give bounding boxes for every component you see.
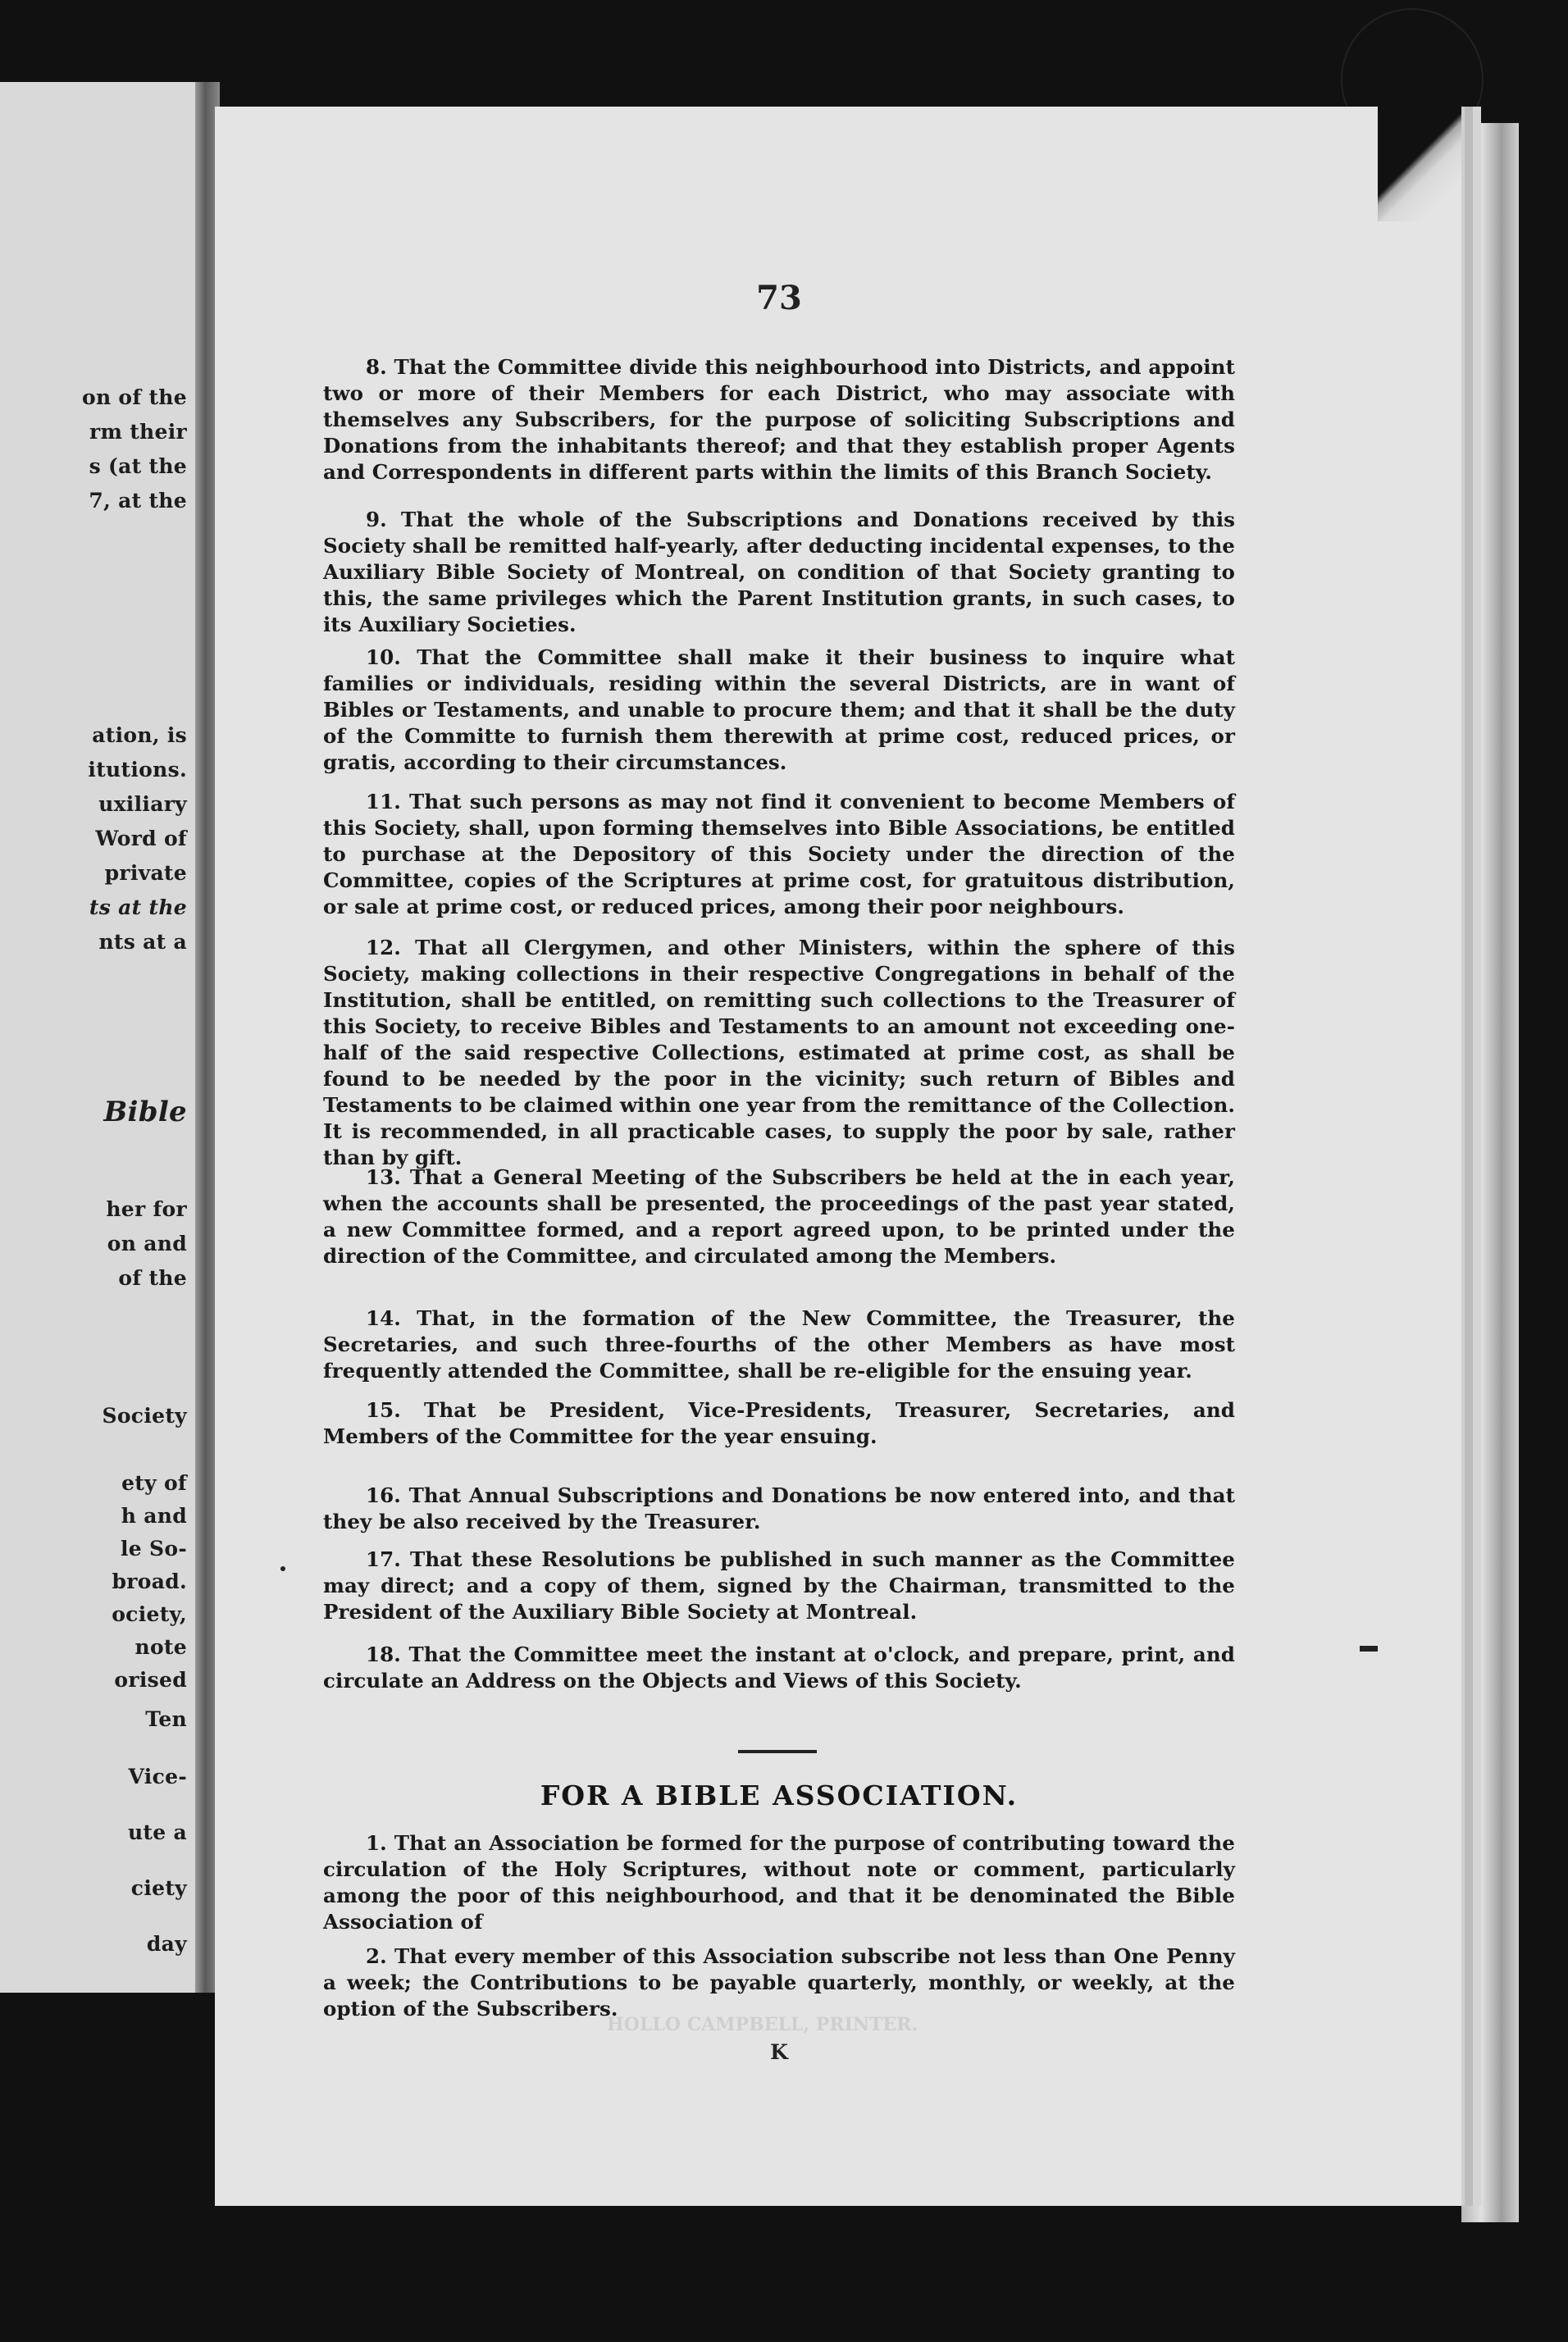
resolution-16: 16. That Annual Subscriptions and Donations be now entered into, and that they be also received by the Treasurer. [323,1483,1235,1533]
left-fragment-line: h and [121,1504,187,1528]
left-fragment-line: on and [107,1232,187,1255]
left-fragment-line: ute a [127,1820,187,1844]
margin-mark [1360,1646,1378,1652]
left-fragment-line: of the [118,1266,187,1290]
left-fragment-line: orised [114,1668,187,1692]
left-fragment-line: ation, is [92,723,187,747]
resolution-18: 18. That the Committee meet the instant at o'clock, and prepare, print, and circulate an Address on the Objects and Views of this Society. [323,1643,1235,1693]
left-fragment-line: ciety [130,1876,187,1900]
left-fragment-line: nts at a [98,930,187,954]
left-fragment-line: ety of [121,1471,187,1495]
left-fragment-line: broad. [112,1570,187,1593]
left-fragment-line: day [146,1932,187,1956]
left-fragment-line: le So- [120,1537,187,1561]
left-fragment-line: uxiliary [98,792,187,816]
page-stack-edge [1461,123,1519,2222]
left-fragment-line: on of the [81,385,187,409]
resolution-12: 12. That all Clergymen, and other Ministers, within the sphere of this Society, making collections in their respective Congregations in behalf of the Institution, shall be entitled, on remitting such collections to the Treasurer of this Society, to receive Bibles and Testaments to an amount not exceeding one-half of the said respective Collections, estimated at prime cost, as shall be found to be needed by the poor in the vicinity; such return of Bibles and Testaments to be claimed within one year from the remittance of the Collection. It is recommended, in all practicable cases, to supply the poor by sale, rather than by gift. [323,936,1235,1169]
left-fragment-line: Society [102,1404,187,1428]
left-fragment-line: ts at the [89,895,187,919]
association-resolution-1: 1. That an Association be formed for the purpose of contributing toward the circulation of the Holy Scriptures, without note or comment, particularly among the poor of this neighbourhood, and that it be denominated the Bible Association of [323,1831,1235,1934]
left-fragment-line: Vice- [128,1765,187,1788]
signature-mark: K [770,2040,788,2064]
left-fragment-line: ociety, [112,1602,187,1626]
resolution-9: 9. That the whole of the Subscriptions and Donations received by this Society shall be remitted half-yearly, after deducting incidental expenses, to the Auxiliary Bible Society of Montreal, on condition of that Society granting to this, the same privileges which the Parent Institution grants, in such cases, to its Auxiliary Societies. [323,508,1235,636]
left-fragment-heading: Bible [103,1096,187,1128]
page-number: 73 [756,279,802,317]
section-title: FOR A BIBLE ASSOCIATION. [540,1779,1019,1811]
resolution-13: 13. That a General Meeting of the Subscribers be held at the in each year, when the accounts shall be presented, the proceedings of the past year stated, a new Committee formed, and a report agreed upon, to be printed under the direction of the Committee, and circulated among the Members. [323,1165,1235,1268]
section-divider-rule [738,1750,817,1753]
left-fragment-line: 7, at the [89,489,187,513]
left-fragment-line: rm their [89,420,187,444]
page-corner-curl [1378,107,1461,221]
left-fragment-line: s (at the [89,454,187,478]
left-fragment-line: Word of [95,827,187,850]
resolution-10: 10. That the Committee shall make it their business to inquire what families or individuals, residing within the several Districts, are in want of Bibles or Testaments, and unable to procure them; and that it shall be the duty of the Committe to furnish them therewith at prime cost, reduced prices, or gratis, according to their circumstances. [323,645,1235,774]
facing-page-fragment [0,82,198,1993]
resolution-14: 14. That, in the formation of the New Committee, the Treasurer, the Secretaries, and such three-fourths of the other Members as have most frequently attended the Committee, shall be re-eligible for the ensuing year. [323,1306,1235,1383]
resolution-8: 8. That the Committee divide this neighbourhood into Districts, and appoint two or more of their Members for each District, who may associate with themselves any Subscribers, for the purpose of soliciting Subscriptions and Donations from the inhabitants thereof; and that they establish proper Agents and Correspondents in different parts within the limits of this Branch Society. [323,355,1235,484]
resolution-15: 15. That be President, Vice-Presidents, Treasurer, Secretaries, and Members of the Committee for the year ensuing. [323,1398,1235,1448]
resolution-11: 11. That such persons as may not find it convenient to become Members of this Society, shall, upon forming themselves into Bible Associations, be entitled to purchase at the Depository of this Society under the direction of the Committee, copies of the Scriptures at prime cost, for gratuitous distribution, or sale at prime cost, or reduced prices, among their poor neighbours. [323,790,1235,918]
left-fragment-line: Ten [145,1707,187,1731]
bleed-through-text: HOLLO CAMPBELL, PRINTER. [607,2014,918,2035]
association-resolution-2: 2. That every member of this Association subscribe not less than One Penny a week; the Contributions to be payable quarterly, monthly, or weekly, at the option of the Subscribers. [323,1944,1235,2021]
left-fragment-line: note [134,1635,187,1659]
left-fragment-line: her for [106,1197,187,1221]
margin-dot [280,1566,285,1571]
resolution-17: 17. That these Resolutions be published in such manner as the Committee may direct; and a copy of them, signed by the Chairman, transmitted to the President of the Auxiliary Bible Society at Montreal. [323,1547,1235,1624]
left-fragment-line: itutions. [88,758,187,781]
left-fragment-line: private [104,861,187,885]
